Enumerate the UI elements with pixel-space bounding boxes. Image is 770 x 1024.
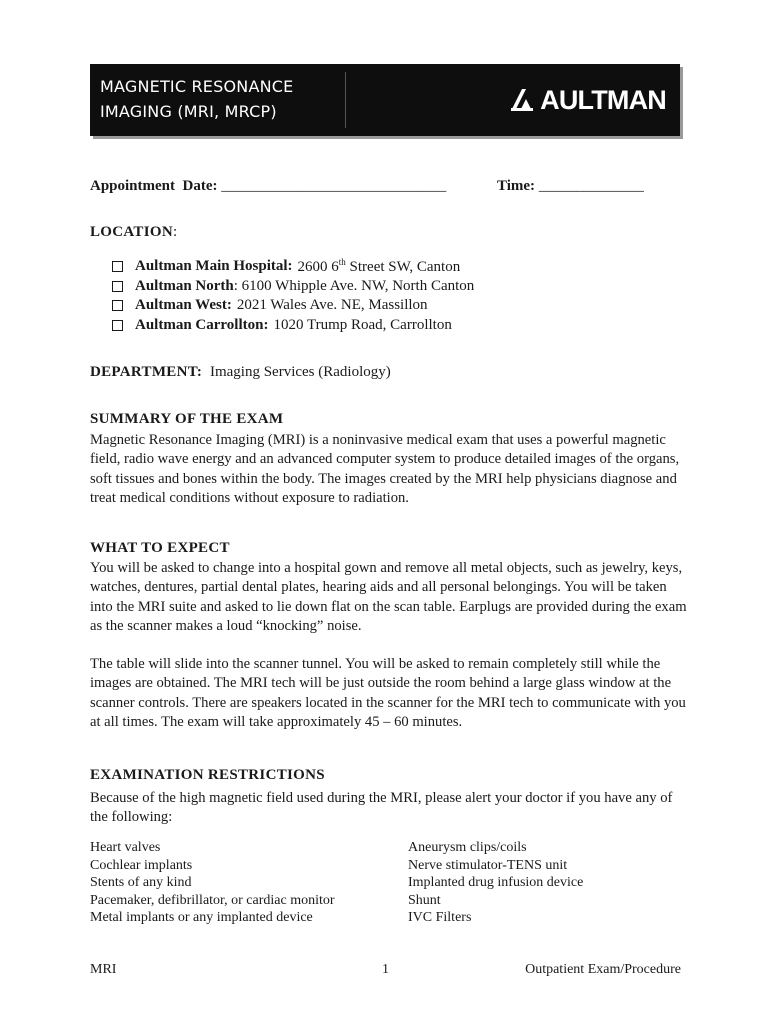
appointment-time-label: Time: xyxy=(497,178,536,194)
department-value: Imaging Services (Radiology) xyxy=(209,364,391,380)
title-line-1: MAGNETIC RESONANCE xyxy=(100,77,294,96)
location-list xyxy=(112,257,672,335)
checkbox-north[interactable] xyxy=(112,281,123,292)
list-item: Cochlear implants xyxy=(90,857,193,873)
list-item: Heart valves xyxy=(90,840,161,855)
appointment-row xyxy=(90,178,680,198)
expect-heading: WHAT TO EXPECT xyxy=(90,540,230,556)
location-address: : 6100 Whipple Ave. NW, North Canton xyxy=(233,277,475,294)
location-address: 1020 Trump Road, Carrollton xyxy=(273,316,452,333)
appointment-date-label: Appointment Date: xyxy=(90,178,218,194)
checkbox-west[interactable] xyxy=(112,300,123,311)
banner-divider xyxy=(345,72,346,128)
location-item-west xyxy=(112,296,672,316)
restrictions-heading: EXAMINATION RESTRICTIONS xyxy=(90,767,325,783)
expect-paragraph-1: You will be asked to change into a hospital gown and remove all metal objects, such as jewelry, keys, watches, dentures, partial dental plates, hearing aids and all personal belongings. You will be taken into the MRI suite and asked to lie down flat on the scan table. Earplugs are provided during the exam as the scanner makes a loud “knocking” noise. xyxy=(90,560,687,635)
address-part: Street SW, Canton xyxy=(345,259,461,276)
checkbox-carrollton[interactable] xyxy=(112,320,123,331)
location-name: Aultman West: xyxy=(135,297,232,314)
department-line xyxy=(90,364,391,381)
ordinal-suffix: th xyxy=(338,257,346,268)
aultman-logo xyxy=(511,84,666,116)
aultman-mark-icon xyxy=(511,89,537,111)
location-heading: LOCATION: xyxy=(90,224,178,240)
list-item: Metal implants or any implanted device xyxy=(90,910,313,925)
list-item: Pacemaker, defibrillator, or cardiac monitor xyxy=(90,892,335,908)
appointment-date xyxy=(90,178,446,195)
appointment-time-blank[interactable]: ______________ xyxy=(538,178,644,194)
conditions-list-left xyxy=(90,839,335,927)
location-item-main xyxy=(112,257,672,277)
checkbox-main-hospital[interactable] xyxy=(112,261,123,272)
summary-text: Magnetic Resonance Imaging (MRI) is a noninvasive medical exam that uses a powerful magnetic field, radio wave energy and an advanced computer system to produce detailed images of the organs, soft tissues and bones within the body. The images created by the MRI help physicians diagnose and treat medical conditions without exposure to radiation. xyxy=(90,432,680,507)
footer-right: Outpatient Exam/Procedure xyxy=(525,962,681,977)
expect-paragraph-2: The table will slide into the scanner tunnel. You will be asked to remain completely still while the images are obtained. The MRI tech will be just outside the room behind a large glass window at the scanner controls. There are speakers located in the scanner for the MRI tech to communicate with you at all times. The exam will take approximately 45 – 60 minutes. xyxy=(90,656,686,731)
address-part: 2600 6 xyxy=(297,259,339,276)
list-item: Implanted drug infusion device xyxy=(408,875,584,890)
restrictions-intro: Because of the high magnetic field used during the MRI, please alert your doctor if you have any of the following: xyxy=(90,790,673,826)
location-address xyxy=(298,257,461,276)
list-item: Stents of any kind xyxy=(90,875,192,890)
location-name: Aultman Main Hospital: xyxy=(135,258,293,275)
list-item: Shunt xyxy=(408,892,441,908)
location-label: LOCATION xyxy=(90,224,173,240)
location-item-north xyxy=(112,277,672,297)
summary-heading: SUMMARY OF THE EXAM xyxy=(90,411,284,427)
location-name: Aultman North xyxy=(135,277,234,294)
document-title xyxy=(100,74,293,124)
appointment-date-blank[interactable]: ______________________________ xyxy=(221,178,447,194)
footer-left: MRI xyxy=(90,962,117,977)
location-item-carrollton xyxy=(112,316,672,336)
title-line-2: IMAGING (MRI, MRCP) xyxy=(100,102,277,121)
location-address: 2021 Wales Ave. NE, Massillon xyxy=(236,297,428,314)
list-item: Nerve stimulator-TENS unit xyxy=(408,857,568,873)
department-label: DEPARTMENT: xyxy=(90,364,203,380)
list-item: Aneurysm clips/coils xyxy=(408,840,527,855)
list-item: IVC Filters xyxy=(408,910,472,925)
header-banner xyxy=(90,64,680,136)
appointment-time xyxy=(497,178,644,195)
page-number: 1 xyxy=(382,962,389,977)
brand-name: AULTMAN xyxy=(540,85,666,115)
location-name: Aultman Carrollton: xyxy=(135,316,269,333)
conditions-list-right xyxy=(408,839,583,927)
